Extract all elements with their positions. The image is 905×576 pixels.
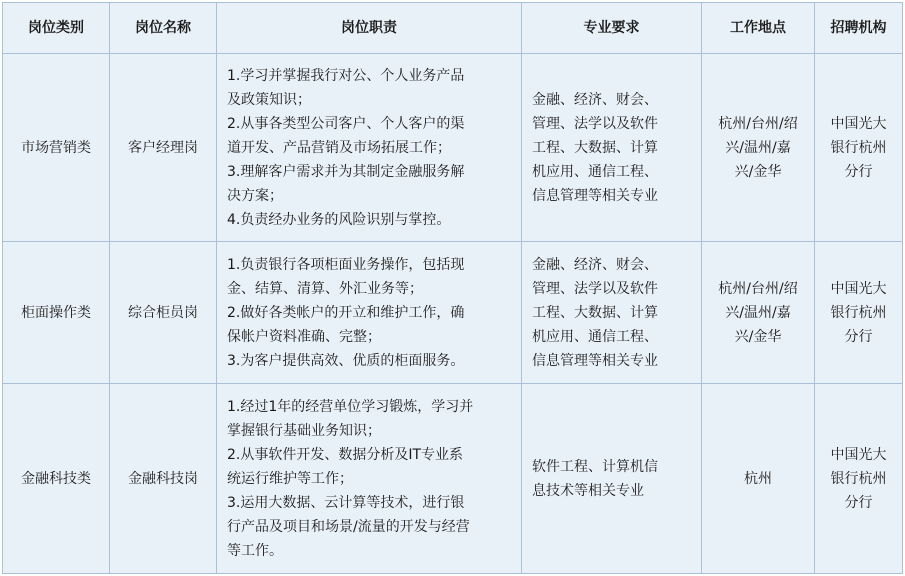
cell-duties-line: 等工作。 [227, 542, 283, 559]
cell-major-line: 金融、经济、财会、 [532, 256, 658, 273]
cell-org-line: 中国光大 [830, 280, 887, 297]
cell-duties-line: 3.为客户提供高效、优质的柜面服务。 [227, 352, 465, 369]
cell-major-line: 信息管理等相关专业 [532, 352, 658, 369]
cell-name: 综合柜员岗 [110, 242, 217, 384]
table-row [3, 384, 903, 574]
header-name: 岗位名称 [110, 3, 217, 54]
cell-location-line: 兴/温州/嘉 [725, 139, 791, 156]
cell-major-line: 金融、经济、财会、 [532, 91, 658, 108]
cell-duties-line: 1.负责银行各项柜面业务操作，包括现 [227, 256, 465, 273]
cell-location [702, 384, 815, 574]
cell-duties-line: 3.理解客户需求并为其制定金融服务解 [227, 163, 465, 180]
cell-org-line: 银行杭州 [830, 304, 887, 321]
cell-duties-line: 1.经过1年的经营单位学习锻炼，学习并 [227, 398, 474, 415]
header-org: 招聘机构 [815, 3, 903, 54]
cell-duties-line: 保帐户资料准确、完整； [227, 328, 381, 345]
cell-major-line: 软件工程、计算机信 [532, 458, 658, 475]
header-location: 工作地点 [702, 3, 815, 54]
cell-category: 金融科技类 [3, 384, 110, 574]
cell-org [815, 384, 903, 574]
cell-org-line: 分行 [844, 494, 873, 511]
cell-location-line: 杭州/台州/绍 [718, 115, 798, 132]
cell-name: 客户经理岗 [110, 54, 217, 242]
cell-major-line: 管理、法学以及软件 [532, 115, 658, 132]
cell-location [702, 242, 815, 384]
cell-duties-line: 金、结算、清算、外汇业务等； [227, 280, 423, 297]
cell-major [522, 242, 702, 384]
cell-org [815, 54, 903, 242]
cell-duties-line: 道开发、产品营销及市场拓展工作； [227, 139, 451, 156]
cell-duties-line: 掌握银行基础业务知识； [227, 422, 381, 439]
cell-duties-line: 决方案； [227, 187, 283, 204]
cell-duties-line: 2.从事各类型公司客户、个人客户的渠 [227, 115, 465, 132]
header-major: 专业要求 [522, 3, 702, 54]
cell-org-line: 银行杭州 [830, 470, 887, 487]
cell-duties [217, 242, 522, 384]
cell-duties-line: 2.做好各类帐户的开立和维护工作，确 [227, 304, 465, 321]
recruitment-table [2, 2, 903, 574]
cell-major-line: 工程、大数据、计算 [532, 139, 658, 156]
cell-duties [217, 54, 522, 242]
cell-major-line: 信息管理等相关专业 [532, 187, 658, 204]
cell-duties-line: 4.负责经办业务的风险识别与掌控。 [227, 211, 451, 228]
cell-major [522, 54, 702, 242]
cell-major [522, 384, 702, 574]
cell-major-line: 机应用、通信工程、 [532, 163, 658, 180]
cell-major-line: 息技术等相关专业 [532, 482, 644, 499]
header-duties: 岗位职责 [217, 3, 522, 54]
table-row [3, 242, 903, 384]
cell-duties [217, 384, 522, 574]
cell-duties-line: 行产品及项目和场景/流量的开发与经营 [227, 518, 470, 535]
cell-org-line: 银行杭州 [830, 139, 887, 156]
cell-location [702, 54, 815, 242]
cell-org [815, 242, 903, 384]
cell-category: 市场营销类 [3, 54, 110, 242]
cell-location-line: 兴/金华 [734, 328, 782, 345]
cell-org-line: 中国光大 [830, 446, 887, 463]
cell-major-line: 工程、大数据、计算 [532, 304, 658, 321]
cell-org-line: 中国光大 [830, 115, 887, 132]
cell-duties-line: 2.从事软件开发、数据分析及IT专业系 [227, 446, 464, 463]
cell-category: 柜面操作类 [3, 242, 110, 384]
cell-name: 金融科技岗 [110, 384, 217, 574]
header-category: 岗位类别 [3, 3, 110, 54]
cell-org-line: 分行 [844, 328, 873, 345]
table-row [3, 54, 903, 242]
header-row [3, 3, 903, 54]
cell-duties-line: 统运行维护等工作； [227, 470, 353, 487]
cell-location-line: 杭州 [744, 470, 772, 487]
cell-duties-line: 3.运用大数据、云计算等技术，进行银 [227, 494, 465, 511]
cell-location-line: 兴/温州/嘉 [725, 304, 791, 321]
cell-org-line: 分行 [844, 163, 873, 180]
cell-duties-line: 及政策知识； [227, 91, 311, 108]
cell-major-line: 管理、法学以及软件 [532, 280, 658, 297]
cell-location-line: 兴/金华 [734, 163, 782, 180]
cell-location-line: 杭州/台州/绍 [718, 280, 798, 297]
cell-major-line: 机应用、通信工程、 [532, 328, 658, 345]
cell-duties-line: 1.学习并掌握我行对公、个人业务产品 [227, 67, 465, 84]
